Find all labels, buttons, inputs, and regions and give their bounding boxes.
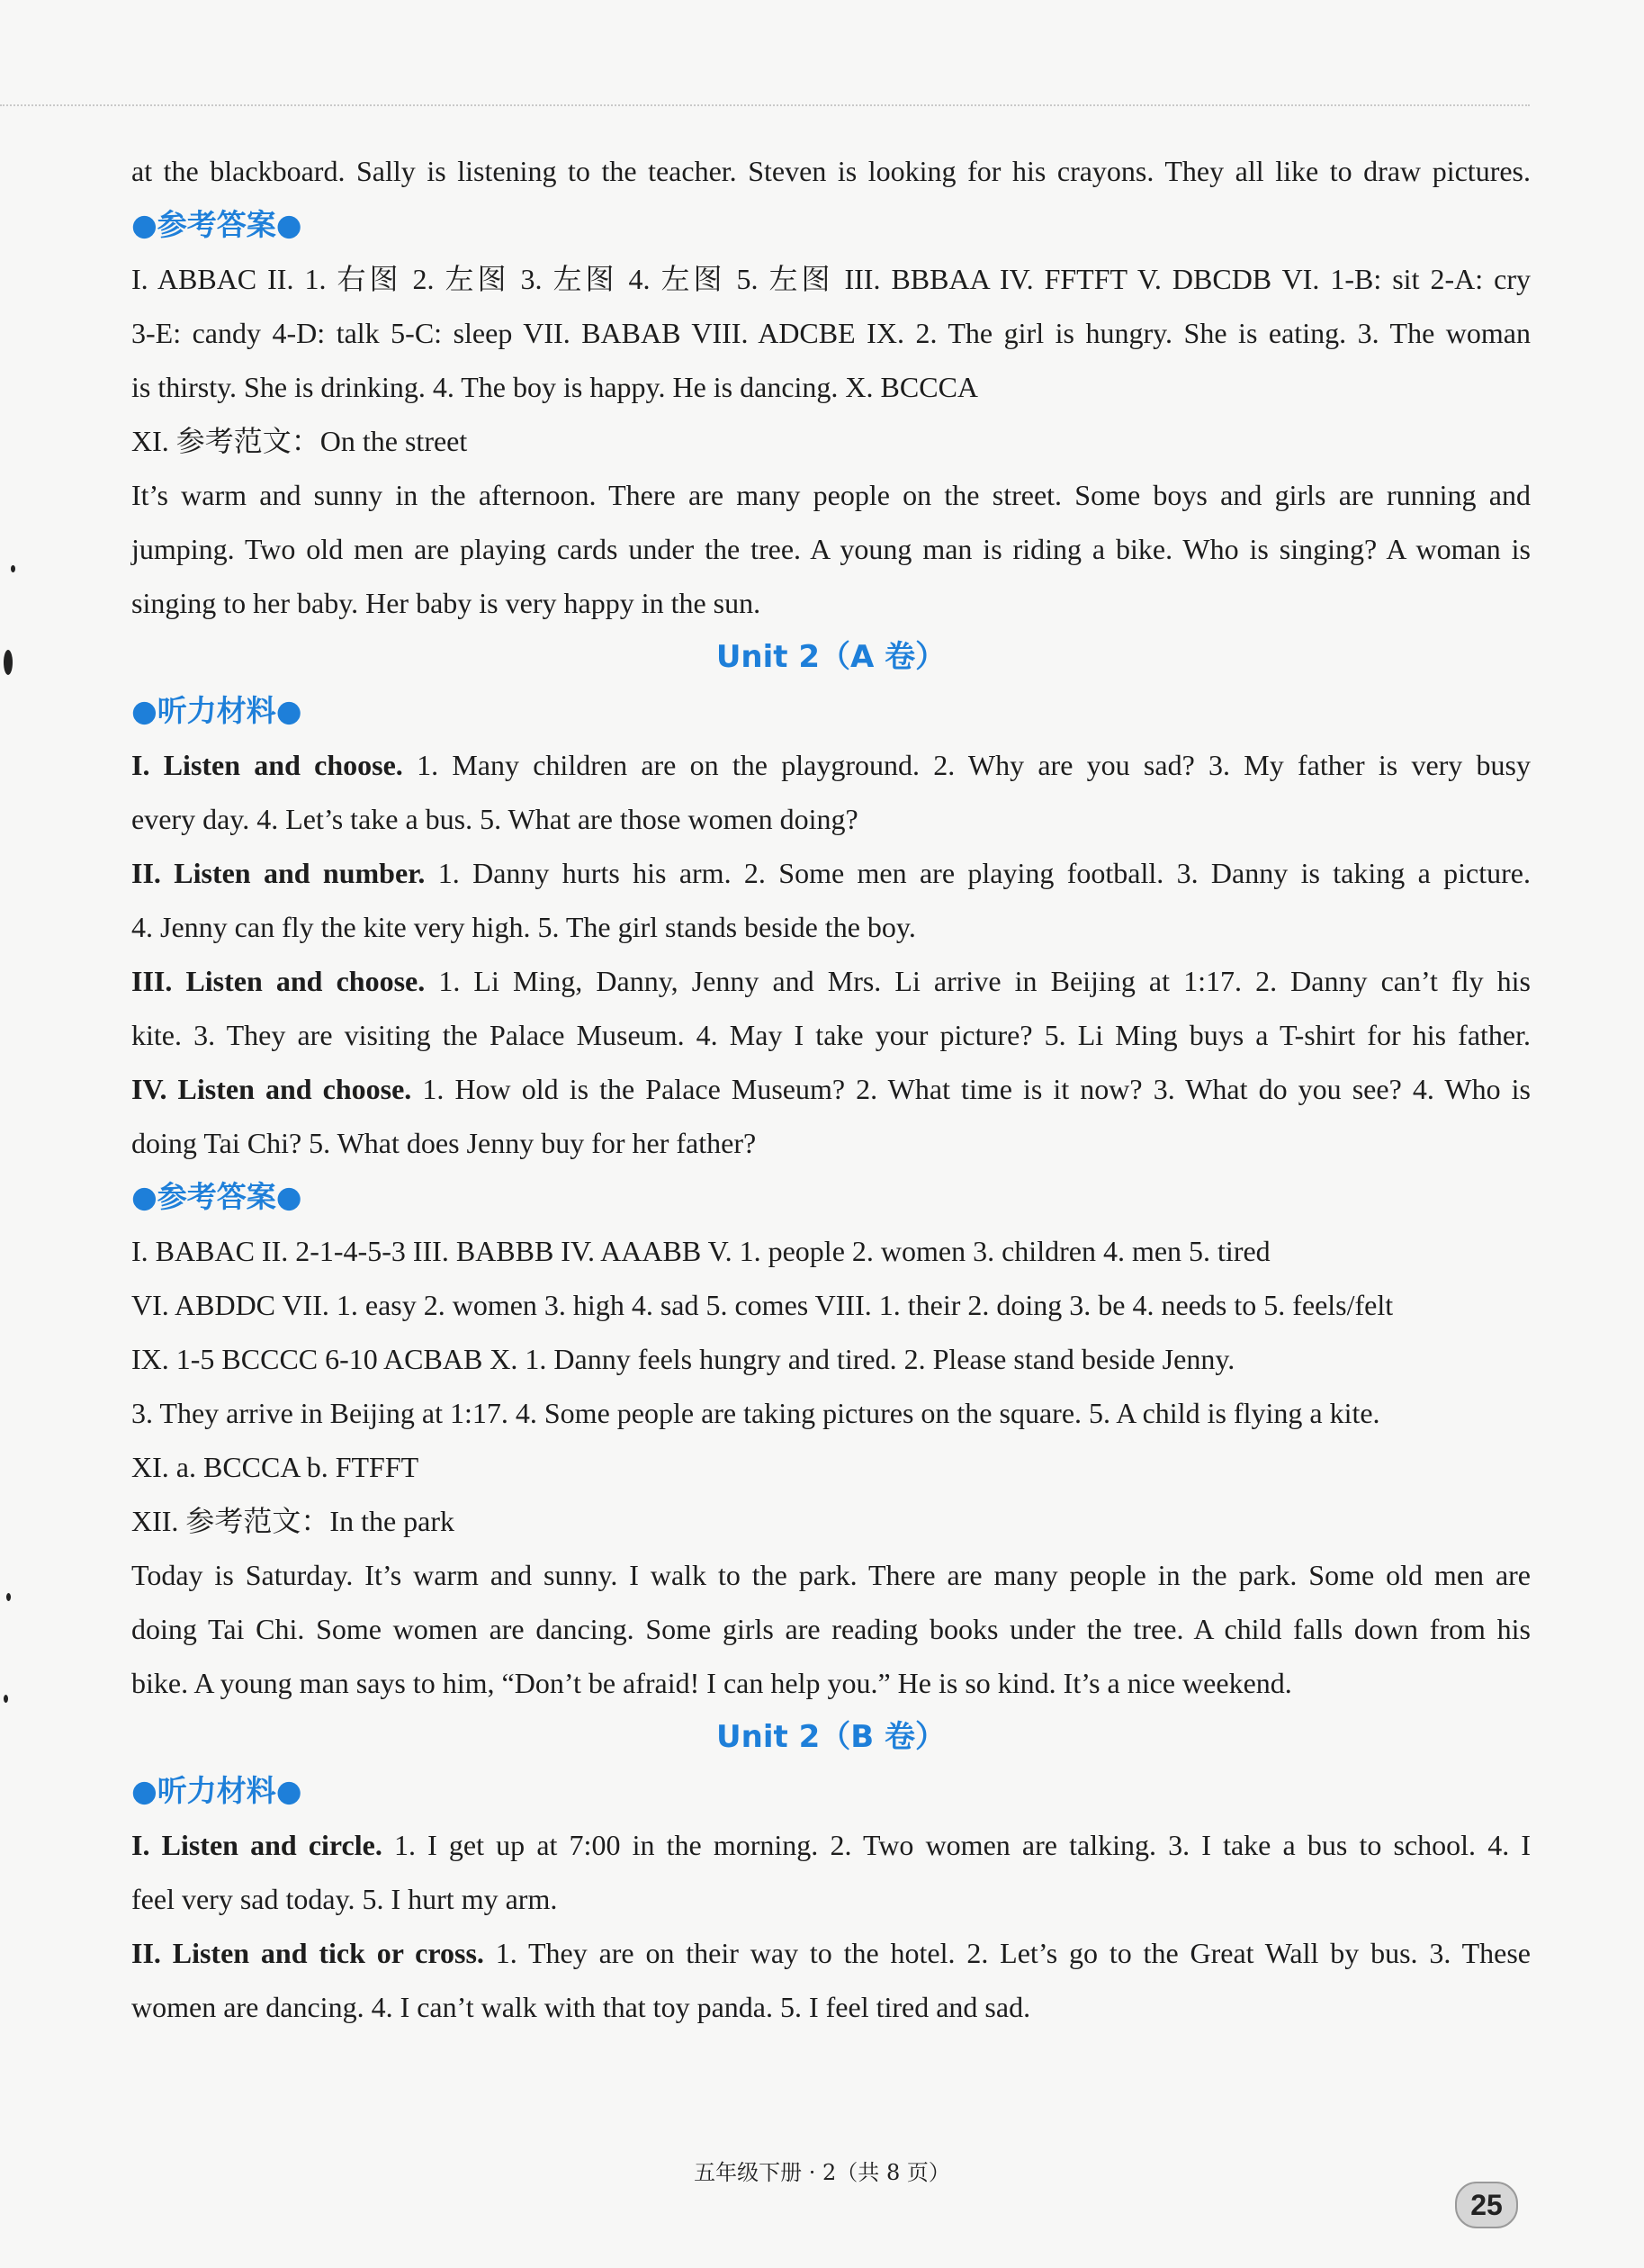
margin-speck	[4, 1695, 8, 1703]
text-line: every day. 4. Let’s take a bus. 5. What are those women doing?	[131, 803, 858, 835]
top-dotted-rule	[0, 104, 1530, 106]
exercise-label: II. Listen and tick or cross.	[131, 1937, 484, 1969]
text-line: VI. ABDDC VII. 1. easy 2. women 3. high 4. sad 5. comes VIII. 1. their 2. doing 3. be 4. needs to 5. feels/felt	[131, 1289, 1394, 1321]
exercise-text: 1. They are on their way to the hotel. 2. Let’s go to the Great Wall by bus. 3. These	[483, 1937, 1532, 1969]
text-line: 3. They arrive in Beijing at 1:17. 4. Some people are taking pictures on the square. 5. A child is flying a kite.	[131, 1397, 1380, 1429]
text-line: singing to her baby. Her baby is very happy in the sun.	[131, 587, 761, 619]
text-line: XI. a. BCCCA b. FTFFT	[131, 1451, 419, 1483]
text-line: XI. 参考范文：On the street	[131, 425, 468, 457]
page-footer: 五年级下册 · 2（共 8 页）	[694, 2160, 950, 2185]
text-line: doing Tai Chi. Some women are dancing. Some girls are reading books under the tree. A child falls down from his	[131, 1613, 1531, 1645]
text-line	[131, 954, 1531, 1008]
margin-speck	[11, 565, 15, 572]
text-line: doing Tai Chi? 5. What does Jenny buy for her father?	[131, 1127, 757, 1159]
exercise-label: III. Listen and choose.	[131, 965, 426, 997]
unit-title-b: Unit 2（B 卷）	[716, 1719, 946, 1755]
text-line: kite. 3. They are visiting the Palace Museum. 4. May I take your picture? 5. Li Ming buys a T-shirt for his father.	[131, 1019, 1531, 1051]
text-line: jumping. Two old men are playing cards under the tree. A young man is riding a bike. Who is singing? A woman is	[131, 533, 1531, 565]
exercise-label: II. Listen and number.	[131, 857, 426, 889]
unit-title-a: Unit 2（A 卷）	[715, 639, 947, 675]
exercise-label: IV. Listen and choose.	[131, 1073, 412, 1105]
text-line: 4. Jenny can fly the kite very high. 5. The girl stands beside the boy.	[131, 911, 916, 943]
section-heading-answers: ●参考答案●	[131, 207, 302, 242]
margin-speck	[6, 1593, 11, 1601]
text-line: women are dancing. 4. I can’t walk with that toy panda. 5. I feel tired and sad.	[131, 1991, 1031, 2023]
answer-key-content	[131, 144, 1531, 2034]
text-line: Today is Saturday. It’s warm and sunny. I walk to the park. There are many people in the park. Some old men are	[131, 1559, 1531, 1591]
exercise-label: I. Listen and circle.	[131, 1829, 382, 1861]
text-line: IX. 1-5 BCCCC 6-10 ACBAB X. 1. Danny feels hungry and tired. 2. Please stand beside Jenny.	[131, 1343, 1235, 1375]
text-line: bike. A young man says to him, “Don’t be afraid! I can help you.” He is so kind. It’s a nice weekend.	[131, 1667, 1292, 1699]
exercise-text: 1. Many children are on the playground. 2. Why are you sad? 3. My father is very busy	[402, 749, 1532, 781]
exercise-text: 1. I get up at 7:00 in the morning. 2. Two women are talking. 3. I take a bus to school. 4. I	[382, 1829, 1532, 1861]
text-line: at the blackboard. Sally is listening to the teacher. Steven is looking for his crayons. They all like to draw pictures.	[131, 155, 1531, 187]
text-line: It’s warm and sunny in the afternoon. There are many people on the street. Some boys and girls are running and	[131, 479, 1531, 511]
text-line	[131, 738, 1531, 792]
section-heading-listening: ●听力材料●	[131, 1773, 302, 1808]
text-line: feel very sad today. 5. I hurt my arm.	[131, 1883, 558, 1915]
exercise-text: 1. How old is the Palace Museum? 2. What time is it now? 3. What do you see? 4. Who is	[411, 1073, 1532, 1105]
page-number-badge: 25	[1455, 2182, 1518, 2228]
section-heading-listening: ●听力材料●	[131, 693, 302, 728]
text-line	[131, 846, 1531, 900]
text-line: 3-E: candy 4-D: talk 5-C: sleep VII. BABAB VIII. ADCBE IX. 2. The girl is hungry. She is eating. 3. The woman	[131, 317, 1531, 349]
text-line: I. ABBAC II. 1. 右图 2. 左图 3. 左图 4. 左图 5. 左图 III. BBBAA IV. FFTFT V. DBCDB VI. 1-B: sit 2-A: cry	[131, 263, 1531, 295]
exercise-text: 1. Li Ming, Danny, Jenny and Mrs. Li arrive in Beijing at 1:17. 2. Danny can’t fly his	[425, 965, 1532, 997]
text-line: is thirsty. She is drinking. 4. The boy is happy. He is dancing. X. BCCCA	[131, 371, 979, 403]
section-heading-answers: ●参考答案●	[131, 1179, 302, 1214]
text-line: XII. 参考范文：In the park	[131, 1505, 455, 1537]
exercise-text: 1. Danny hurts his arm. 2. Some men are playing football. 3. Danny is taking a picture.	[425, 857, 1532, 889]
margin-speck	[4, 650, 13, 675]
text-line	[131, 1062, 1531, 1116]
exercise-label: I. Listen and choose.	[131, 749, 403, 781]
text-line	[131, 1818, 1531, 1872]
text-line	[131, 1926, 1531, 1980]
text-line: I. BABAC II. 2-1-4-5-3 III. BABBB IV. AAABB V. 1. people 2. women 3. children 4. men 5. tired	[131, 1235, 1271, 1267]
